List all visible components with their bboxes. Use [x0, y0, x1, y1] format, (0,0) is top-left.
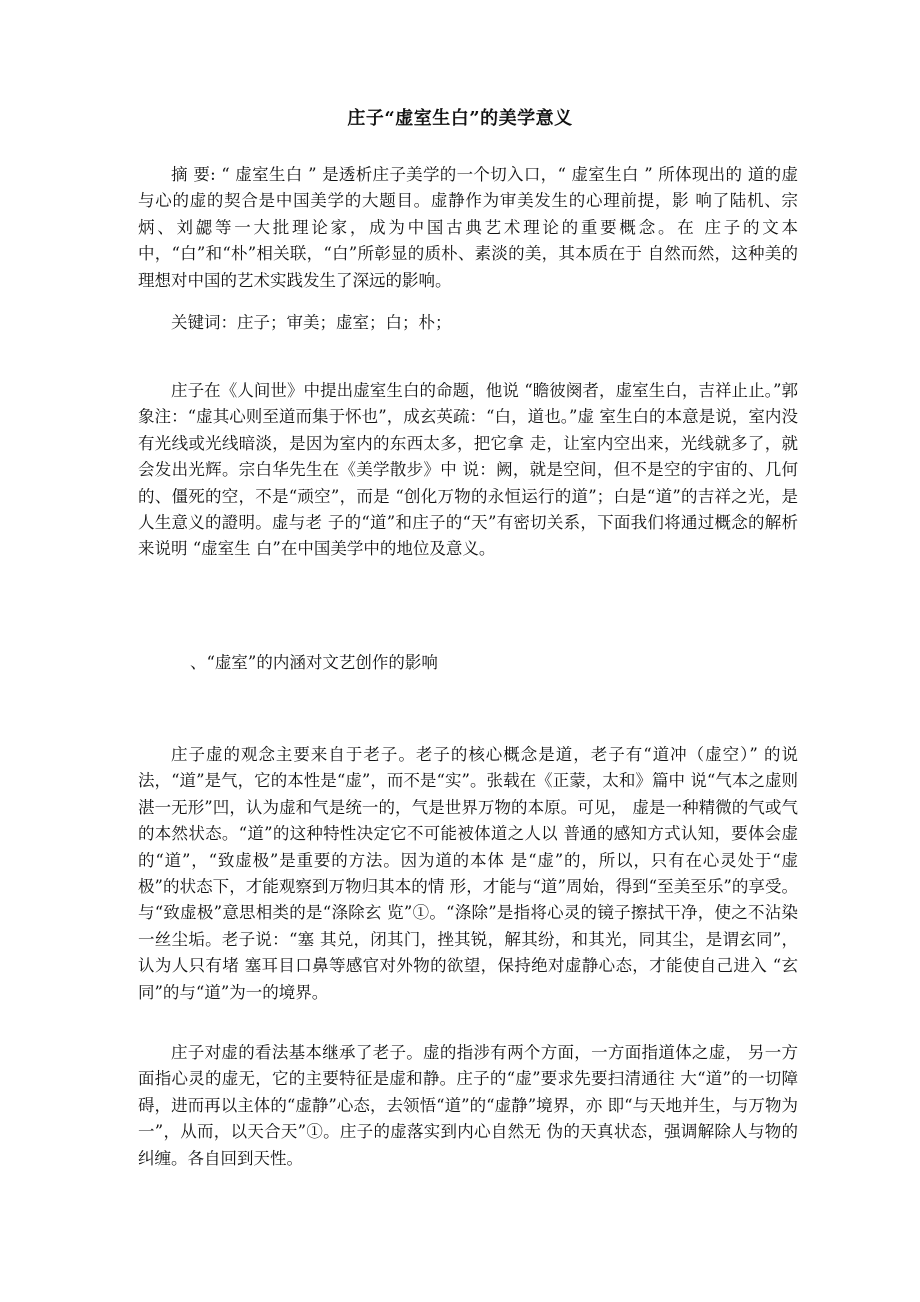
intro-paragraph: 庄子在《人间世》中提出虚室生白的命题，他说 “瞻彼阕者，虚室生白，吉祥止止。”郭象注：“虚其心则至道而集于怀也”，成玄英疏：“白，道也。”虚 室生白的本意是说，室内没有光线或光线暗淡，是因为室内的东西太多，把它拿 走，让室内空出来，光线就多了，就会发出光辉。宗白华先生在《美学散步》中 说：阙，就是空间，但不是空的宇宙的、几何的、僵死的空，不是“顽空”，而是 “创化万物的永恒运行的道”；白是“道”的吉祥之光，是人生意义的證明。虚与老 子的“道”和庄子的“天”有密切关系，下面我们将通过概念的解析来说明 “虚室生 白”在中国美学中的地位及意义。 [138, 381, 798, 559]
section-heading: 、“虚室”的内涵对文艺创作的影响 [190, 653, 438, 672]
body-paragraph-1: 庄子虚的观念主要来自于老子。老子的核心概念是道，老子有“道冲（虚空）” 的说法，“道”是气，它的本性是“虚”，而不是“实”。张载在《正蒙，太和》篇中 说“气本之虚则湛一无形”凹，认为虚和气是统一的，气是世界万物的本原。可见， 虚是一种精微的气或气的本然状态。“道”的这种特性决定它不可能被体道之人以 普通的感知方式认知，要体会虚的“道”，“致虚极”是重要的方法。因为道的本体 是“虚”的，所以，只有在心灵处于“虚极”的状态下，才能观察到万物归其本的情 形，才能与“道”周始，得到“至美至乐”的享受。与“致虚极”意思相类的是“涤除玄 览”①。“涤除”是指将心灵的镜子擦拭干净，使之不沾染一丝尘垢。老子说：“塞 其兑，闭其门，挫其锐，解其纷，和其光，同其尘，是谓玄同”，认为人只有堵 塞耳目口鼻等感官对外物的欲望，保持绝对虚静心态，才能使自己进入 “玄同”的与“道”为一的境界。 [138, 745, 798, 1002]
abstract-paragraph: 摘 要: “ 虚室生白 ” 是透析庄子美学的一个切入口，“ 虚室生白 ” 所体现出的 道的虚与心的虚的契合是中国美学的大题目。虚静作为审美发生的心理前提，影 响了陆机、宗炳、刘勰等一大批理论家，成为中国古典艺术理论的重要概念。在 庄子的文本中，“白”和“朴”相关联，“白”所彰显的质朴、素淡的美，其本质在于 自然而然，这种美的理想对中国的艺术实践发生了深远的影响。 [138, 165, 798, 290]
keywords-line: 关键词：庄子；审美；虚室；白；朴； [171, 313, 452, 332]
document-title: 庄子“虚室生白”的美学意义 [347, 108, 573, 129]
body-paragraph-2: 庄子对虚的看法基本继承了老子。虚的指涉有两个方面，一方面指道体之虚， 另一方面指心灵的虚无，它的主要特征是虚和静。庄子的“虚”要求先要扫清通往 大“道”的一切障碍，进而再以主体的“虚静”心态，去领悟“道”的“虚静”境界，亦 即“与天地并生，与万物为一”，从而，以天合天”①。庄子的虚落实到内心自然无 伪的天真状态，强调解除人与物的纠缠。各自回到天性。 [138, 1043, 798, 1168]
